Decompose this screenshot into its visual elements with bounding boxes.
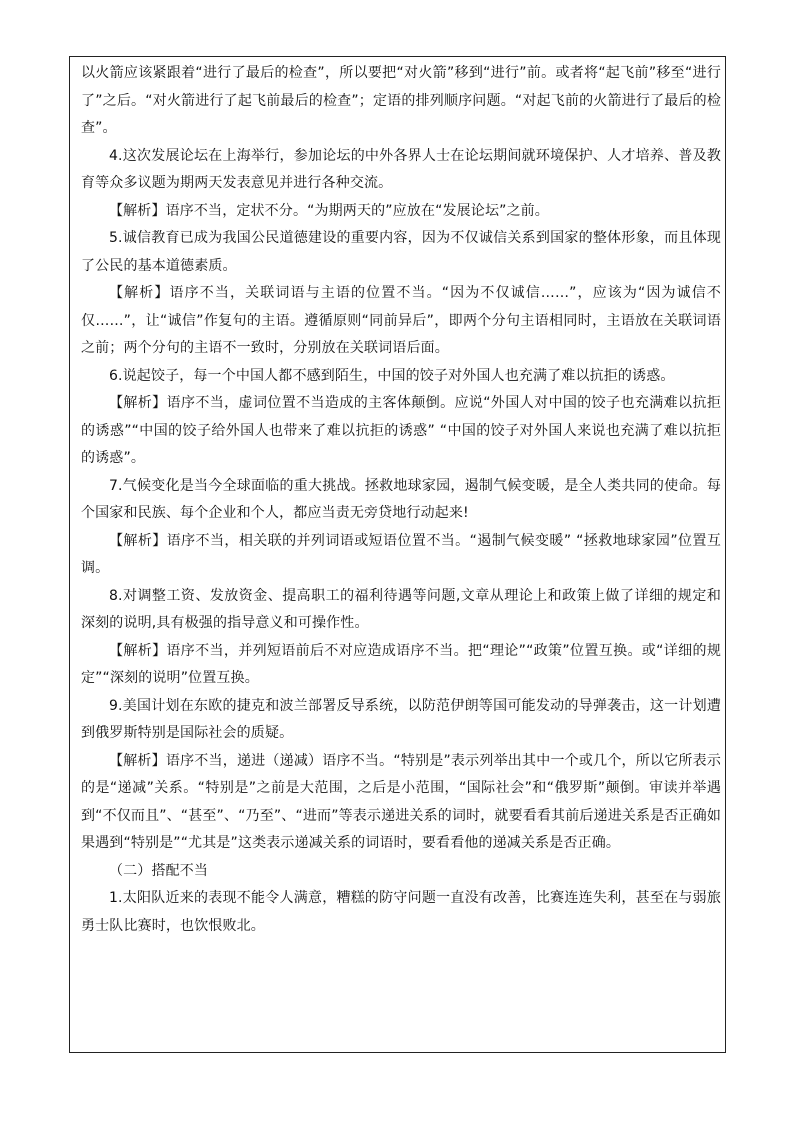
section2-question-1: 1.太阳队近来的表现不能令人满意，糟糕的防守问题一直没有改善，比赛连连失利，甚至在与弱旅勇士队比赛时，也饮恨败北。 bbox=[81, 890, 721, 934]
question-5: 5.诚信教育已成为我国公民道德建设的重要内容，因为不仅诚信关系到国家的整体形象，而且体现了公民的基本道德素质。 bbox=[81, 230, 721, 274]
question-8: 8.对调整工资、发放资金、提高职工的福利待遇等问题,文章从理论上和政策上做了详细的规定和深刻的说明,具有极强的指导意义和可操作性。 bbox=[81, 587, 721, 631]
analysis-6: 【解析】语序不当，虚词位置不当造成的主客体颠倒。应说“外国人对中国的饺子也充满难以抗拒的诱惑”“中国的饺子给外国人也带来了难以抗拒的诱惑” “中国的饺子对外国人来说也充满了难以抗拒的诱惑”。 bbox=[81, 395, 721, 466]
analysis-4: 【解析】语序不当，定状不分。“为期两天的”应放在“发展论坛”之前。 bbox=[109, 202, 549, 219]
analysis-8: 【解析】语序不当，并列短语前后不对应造成语序不当。把“理论”“政策”位置互换。或“详细的规定”“深刻的说明”位置互换。 bbox=[81, 642, 721, 686]
section-heading: （二）搭配不当 bbox=[109, 862, 209, 879]
analysis-5: 【解析】语序不当，关联词语与主语的位置不当。“因为不仅诚信……”，应该为“因为诚信不仅……”，让“诚信”作复句的主语。遵循原则“同前异后”，即两个分句主语相同时，主语放在关联词语之前；两个分句的主语不一致时，分别放在关联词语后面。 bbox=[81, 285, 721, 356]
paragraph-continuation: 以火箭应该紧跟着“进行了最后的检查”，所以要把“对火箭”移到“进行”前。或者将“起飞前”移至“进行了”之后。“对火箭进行了起飞前最后的检查”；定语的排列顺序问题。“对起飞前的火箭进行了最后的检查”。 bbox=[81, 65, 721, 136]
document-body bbox=[81, 60, 721, 940]
question-6: 6.说起饺子，每一个中国人都不感到陌生，中国的饺子对外国人也充满了难以抗拒的诱惑。 bbox=[109, 367, 675, 384]
analysis-7: 【解析】语序不当，相关联的并列词语或短语位置不当。“遏制气候变暖” “拯救地球家园”位置互调。 bbox=[81, 532, 721, 576]
question-7: 7.气候变化是当今全球面临的重大挑战。拯救地球家园，遏制气候变暖，是全人类共同的使命。每个国家和民族、每个企业和个人，都应当责无旁贷地行动起来! bbox=[81, 477, 721, 521]
question-4: 4.这次发展论坛在上海举行，参加论坛的中外各界人士在论坛期间就环境保护、人才培养、普及教育等众多议题为期两天发表意见并进行各种交流。 bbox=[81, 147, 721, 191]
question-9: 9.美国计划在东欧的捷克和波兰部署反导系统，以防范伊朗等国可能发动的导弹袭击，这一计划遭到俄罗斯特别是国际社会的质疑。 bbox=[81, 697, 721, 741]
analysis-9: 【解析】语序不当，递进（递减）语序不当。“特别是”表示列举出其中一个或几个，所以它所表示的是“递减”关系。“特别是”之前是大范围，之后是小范围，“国际社会”和“俄罗斯”颠倒。审读并举遇到“不仅而且”、“甚至”、“乃至”、“进而”等表示递进关系的词时，就要看看其前后递进关系是否正确如果遇到“特别是”“尤其是”这类表示递减关系的词语时，要看看他的递减关系是否正确。 bbox=[81, 752, 721, 851]
